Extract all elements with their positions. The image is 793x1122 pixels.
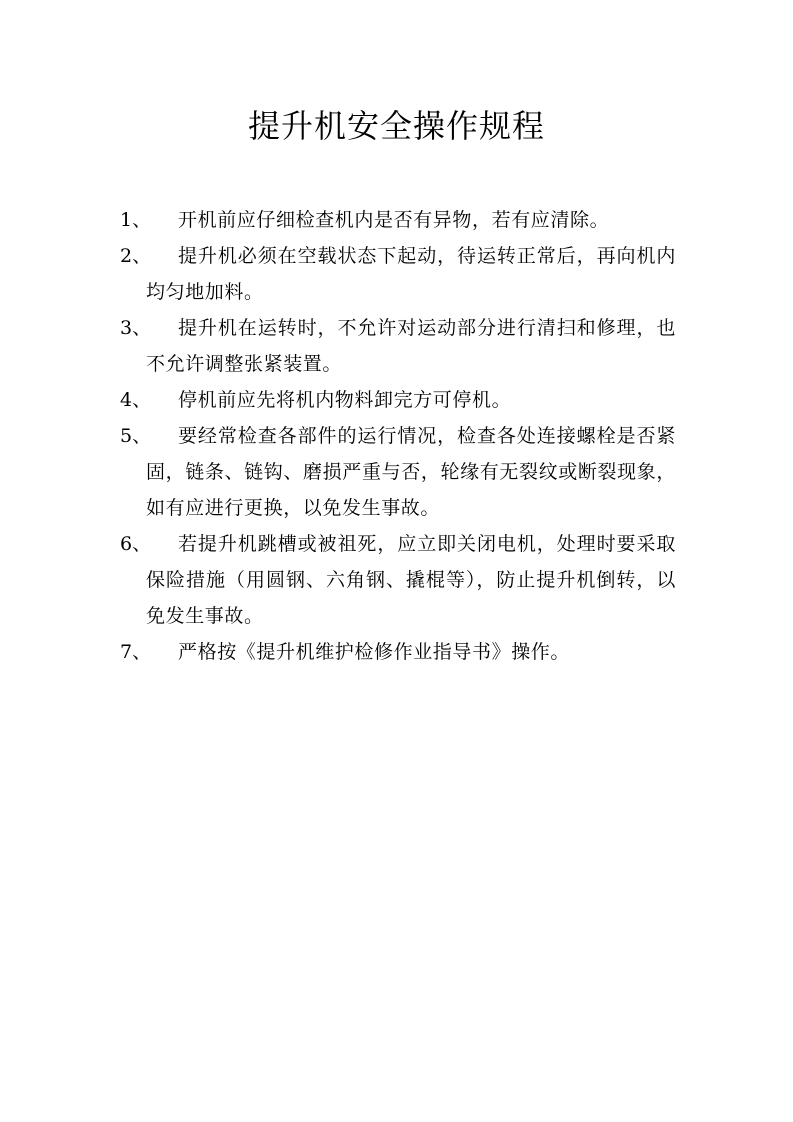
rule-item-6	[0, 526, 793, 634]
rule-text: 开机前应仔细检查机内是否有异物，若有应清除。	[178, 209, 610, 231]
rule-text: 停机前应先将机内物料卸完方可停机。	[178, 389, 512, 411]
rule-text: 若提升机跳槽或被祖死，应立即关闭电机，处理时要采取保险措施（用圆钢、六角钢、撬棍等），防止提升机倒转，以免发生事故。	[146, 533, 676, 627]
rule-item-1	[0, 202, 793, 238]
rule-number: 7、	[120, 641, 152, 663]
rule-item-5	[0, 418, 793, 526]
rule-text: 提升机在运转时，不允许对运动部分进行清扫和修理，也不允许调整张紧装置。	[146, 317, 676, 375]
rule-number: 5、	[120, 425, 152, 447]
rule-text: 严格按《提升机维护检修作业指导书》操作。	[178, 641, 571, 663]
rule-item-2	[0, 238, 793, 310]
rule-number: 6、	[120, 533, 152, 555]
document-title: 提升机安全操作规程	[247, 107, 545, 145]
rule-item-7	[0, 634, 793, 670]
rule-number: 3、	[120, 317, 152, 339]
rule-number: 4、	[120, 389, 152, 411]
rules-list	[0, 202, 793, 670]
rule-text: 要经常检查各部件的运行情况，检查各处连接螺栓是否紧固，链条、链钩、磨损严重与否，轮缘有无裂纹或断裂现象，如有应进行更换，以免发生事故。	[146, 425, 676, 519]
rule-number: 2、	[120, 245, 152, 267]
rule-item-4	[0, 382, 793, 418]
rule-item-3	[0, 310, 793, 382]
rule-text: 提升机必须在空载状态下起动，待运转正常后，再向机内均匀地加料。	[146, 245, 676, 303]
rule-number: 1、	[120, 209, 152, 231]
